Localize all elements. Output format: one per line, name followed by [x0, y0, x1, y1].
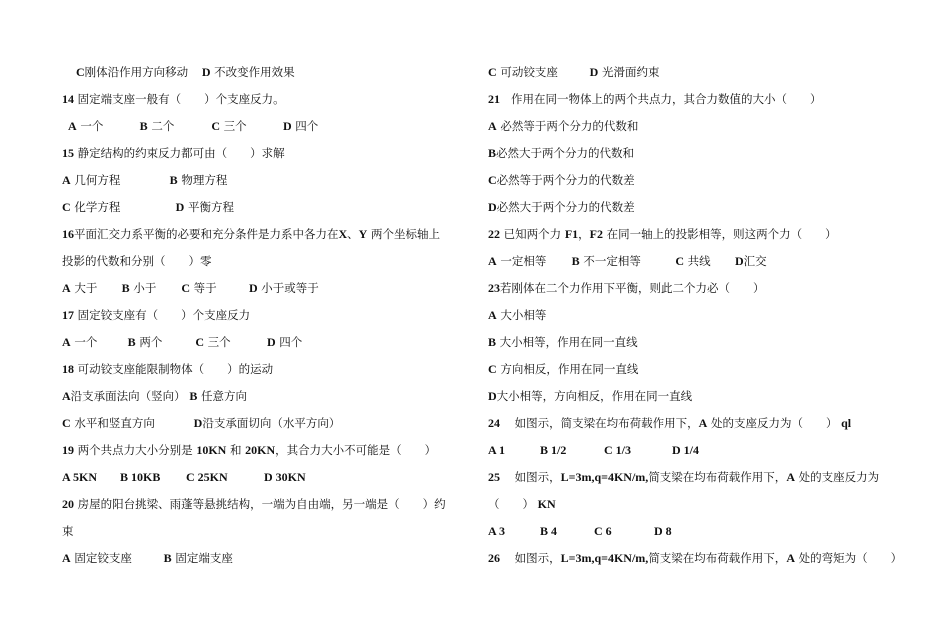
question-16-cont [62, 251, 472, 278]
option-text: 等于 [193, 281, 217, 295]
option-text: 一个 [80, 119, 104, 133]
option-text: 大小相等，方向相反，作用在同一直线 [496, 389, 693, 403]
option-text: 两个 [139, 335, 163, 349]
option-text: 方向相反，作用在同一直线 [500, 362, 639, 376]
question-text: 和 [229, 443, 242, 457]
question-20 [62, 494, 472, 521]
option-key: C [488, 362, 497, 376]
question-text: 处的支座反力为（ ） [710, 416, 838, 430]
point-label: A [786, 470, 795, 484]
option-text: 不改变作用效果 [214, 65, 295, 79]
option-key: B [189, 389, 198, 403]
question-number: 16 [62, 227, 74, 241]
q13-options [62, 62, 472, 89]
option-text: 汇交 [743, 254, 767, 268]
question-19 [62, 440, 472, 467]
question-text: 静定结构的约束反力都可由（ ）求解 [77, 146, 285, 160]
question-text: （ ） [488, 497, 534, 511]
question-number: 26 [488, 551, 500, 565]
point-label: A [786, 551, 795, 565]
option-key: C [62, 416, 71, 430]
option-key: B [488, 335, 497, 349]
question-number: 25 [488, 470, 500, 484]
q20-options-row1 [62, 548, 472, 575]
option-key: A [488, 254, 497, 268]
option-key: C [488, 65, 497, 79]
option-key: B [488, 146, 497, 160]
option-key: B [169, 173, 178, 187]
q23-option-c [488, 359, 908, 386]
unit: ql [841, 416, 852, 430]
question-number: 19 [62, 443, 74, 457]
option-key: B [127, 335, 136, 349]
option-key: C [211, 119, 220, 133]
q15-options-row2 [62, 197, 472, 224]
question-text: 处的支座反力为 [798, 470, 880, 484]
option: A 1 [488, 443, 506, 457]
option-text: 平衡方程 [187, 200, 234, 214]
parameters: L=3m,q=4KN/m, [560, 551, 649, 565]
question-number: 22 [488, 227, 500, 241]
option-text: 固定端支座 [175, 551, 233, 565]
q15-options-row1 [62, 170, 472, 197]
option-text: 必然等于两个分力的代数差 [496, 173, 635, 187]
question-text: 房屋的阳台挑梁、雨蓬等悬挑结构，一端为自由端，另一端是（ ）约 [77, 497, 446, 511]
option-key: D [734, 254, 744, 268]
option: A 5KN [62, 470, 98, 484]
option-text: 一个 [74, 335, 98, 349]
question-text: 固定铰支座有（ ）个支座反力 [77, 308, 251, 322]
question-25 [488, 467, 908, 494]
question-20-cont [62, 521, 472, 548]
option-key: D [488, 200, 497, 214]
option-key: C [675, 254, 684, 268]
question-23 [488, 278, 908, 305]
option-key: A [62, 389, 71, 403]
option-text: 大小相等 [500, 308, 547, 322]
q21-option-c [488, 170, 908, 197]
q24-options [488, 440, 908, 467]
option-text: 大于 [74, 281, 98, 295]
question-text: ，其合力大小不可能是（ ） [275, 443, 437, 457]
question-25-cont [488, 494, 908, 521]
option-key: D [589, 65, 599, 79]
question-text: 已知两个力 [503, 227, 562, 241]
option-key: C [62, 200, 71, 214]
option-key: A [62, 173, 71, 187]
option-text: 四个 [295, 119, 319, 133]
question-number: 17 [62, 308, 74, 322]
option-key: C [488, 173, 497, 187]
option-text: 可动铰支座 [500, 65, 558, 79]
option-key: C [76, 65, 85, 79]
option-key: D [488, 389, 497, 403]
question-18 [62, 359, 472, 386]
question-16 [62, 224, 472, 251]
option: D 1/4 [672, 443, 699, 457]
q23-option-b [488, 332, 908, 359]
option-text: 化学方程 [74, 200, 121, 214]
question-text: 投影的代数和分别（ ）零 [62, 254, 212, 268]
option-text: 必然大于两个分力的代数和 [496, 146, 635, 160]
q18-options-row2 [62, 413, 472, 440]
option-text: 光滑面约束 [601, 65, 660, 79]
option-text: 沿支承面切向（水平方向） [202, 416, 341, 430]
option-text: 沿支承面法向（竖向） [70, 389, 186, 403]
option-key: B [163, 551, 172, 565]
q20-options-row2 [488, 62, 908, 89]
option-key: A [68, 119, 77, 133]
option-text: 水平和竖直方向 [74, 416, 155, 430]
option-text: 三个 [223, 119, 247, 133]
question-number: 24 [488, 416, 500, 430]
q21-option-a [488, 116, 908, 143]
option-key: A [488, 119, 497, 133]
option-key: A [488, 308, 497, 322]
option-key: C [181, 281, 190, 295]
question-text: 可动铰支座能限制物体（ ）的运动 [77, 362, 274, 376]
option-key: D [193, 416, 203, 430]
option-text: 二个 [151, 119, 175, 133]
option-text: 不一定相等 [583, 254, 641, 268]
question-17 [62, 305, 472, 332]
option-text: 共线 [687, 254, 711, 268]
question-text: 简支梁在均布荷载作用下， [648, 551, 787, 565]
option-key: D [282, 119, 292, 133]
option-text: 必然大于两个分力的代数差 [496, 200, 635, 214]
q18-options-row1 [62, 386, 472, 413]
q14-options [62, 116, 472, 143]
option-text: 刚体沿作用方向移动 [84, 65, 189, 79]
option-text: 几何方程 [74, 173, 121, 187]
q23-option-d [488, 386, 908, 413]
q17-options [62, 332, 472, 359]
option-text: 一定相等 [500, 254, 547, 268]
question-15 [62, 143, 472, 170]
question-text: 如图示， [514, 551, 561, 565]
question-21 [488, 89, 908, 116]
question-text: 如图示， [514, 470, 561, 484]
question-22 [488, 224, 908, 251]
option: D 8 [654, 524, 672, 538]
question-24 [488, 413, 908, 440]
unit: KN [537, 497, 556, 511]
axis-x: X [338, 227, 348, 241]
force-value: 10KN [196, 443, 227, 457]
q21-option-d [488, 197, 908, 224]
separator: 、 [347, 227, 359, 241]
question-text: 平面汇交力系平衡的必要和充分条件是力系中各力在 [74, 227, 339, 241]
force-label: F1 [564, 227, 579, 241]
axis-y: Y [358, 227, 368, 241]
option: B 4 [540, 524, 558, 538]
option-key: B [121, 281, 130, 295]
option-key: B [139, 119, 148, 133]
option-key: D [248, 281, 258, 295]
question-number: 21 [488, 92, 500, 106]
question-text: 如图示，简支梁在均布荷载作用下， [514, 416, 699, 430]
option-text: 小于 [133, 281, 157, 295]
q16-options [62, 278, 472, 305]
option-text: 固定铰支座 [74, 551, 132, 565]
option-text: 大小相等，作用在同一直线 [499, 335, 638, 349]
point-label: A [698, 416, 708, 430]
option: B 10KB [120, 470, 161, 484]
option-key: C [195, 335, 204, 349]
option-key: A [62, 281, 71, 295]
option-text: 任意方向 [201, 389, 247, 403]
q22-options [488, 251, 908, 278]
option-key: D [201, 65, 211, 79]
option: A 3 [488, 524, 506, 538]
q23-option-a [488, 305, 908, 332]
option-text: 物理方程 [181, 173, 228, 187]
question-26 [488, 548, 908, 575]
q19-options [62, 467, 472, 494]
question-number: 15 [62, 146, 74, 160]
force-label: F2 [589, 227, 603, 241]
option-key: B [571, 254, 580, 268]
question-text: 若刚体在二个力作用下平衡，则此二个力必（ ） [500, 281, 765, 295]
q25-options [488, 521, 908, 548]
question-14 [62, 89, 472, 116]
option: D 30KN [264, 470, 306, 484]
question-text: 束 [62, 524, 74, 538]
force-value: 20KN [245, 443, 276, 457]
option-key: A [62, 551, 71, 565]
question-text: 固定端支座一般有（ ）个支座反力。 [77, 92, 285, 106]
option-text: 三个 [207, 335, 231, 349]
question-text: 在同一轴上的投影相等，则这两个力（ ） [606, 227, 837, 241]
parameters: L=3m,q=4KN/m, [560, 470, 649, 484]
question-number: 23 [488, 281, 500, 295]
left-column [62, 62, 472, 575]
option-text: 小于或等于 [261, 281, 319, 295]
option: C 6 [594, 524, 612, 538]
option-key: D [175, 200, 185, 214]
question-number: 14 [62, 92, 74, 106]
option: C 25KN [186, 470, 228, 484]
question-text: 处的弯矩为（ ） [798, 551, 903, 565]
separator: ， [578, 227, 590, 241]
option: C 1/3 [604, 443, 631, 457]
option-text: 四个 [279, 335, 303, 349]
right-column [488, 62, 908, 575]
question-number: 20 [62, 497, 74, 511]
option-key: A [62, 335, 71, 349]
question-text: 两个共点力大小分别是 [77, 443, 193, 457]
option-key: D [266, 335, 276, 349]
question-text: 简支梁在均布荷载作用下， [648, 470, 787, 484]
option: B 1/2 [540, 443, 567, 457]
option-text: 必然等于两个分力的代数和 [500, 119, 639, 133]
q21-option-b [488, 143, 908, 170]
question-text: 两个坐标轴上 [371, 227, 440, 241]
question-text: 作用在同一物体上的两个共点力，其合力数值的大小（ ） [510, 92, 822, 106]
question-number: 18 [62, 362, 74, 376]
